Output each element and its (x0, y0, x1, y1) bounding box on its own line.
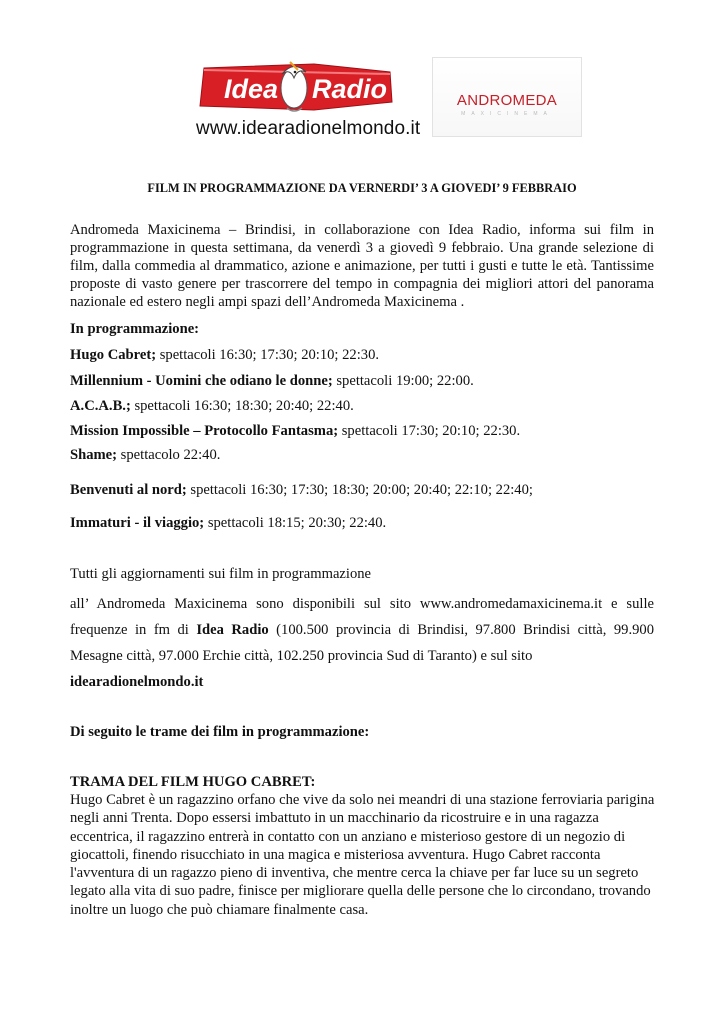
film-times: spettacoli 16:30; 18:30; 20:40; 22:40. (130, 398, 354, 414)
film-times: spettacoli 16:30; 17:30; 18:30; 20:00; 20:40; 22:10; 22:40; (186, 482, 533, 498)
site-link[interactable]: idearadionelmondo.it (70, 674, 204, 690)
trama-body (70, 791, 670, 919)
film-name: Immaturi - il viaggio; (70, 515, 205, 531)
updates-line: Tutti gli aggiornamenti sui film in programmazione (70, 566, 372, 582)
trama-line: negli anni Trenta. Dopo essersi imbattuto in un macchinario da ricostruire e in una ragazza (70, 810, 599, 827)
plots-intro: Di seguito le trame dei film in programmazione: (70, 724, 370, 740)
film-name: Shame; (70, 447, 118, 463)
programme-title: In programmazione: (70, 321, 200, 337)
film-row (70, 398, 670, 415)
trama-title: TRAMA DEL FILM HUGO CABRET: (70, 774, 316, 790)
film-name: A.C.A.B.; (70, 398, 131, 414)
film-times: spettacolo 22:40. (117, 447, 221, 463)
idea-radio-logo (194, 58, 398, 116)
andromeda-logo-subtext: MAXICINEMA (461, 111, 553, 117)
website-url: www.idearadionelmondo.it (196, 118, 421, 139)
film-row (70, 423, 670, 440)
film-times: spettacoli 18:15; 20:30; 22:40. (204, 515, 387, 531)
film-row (70, 482, 670, 499)
intro-paragraph: Andromeda Maxicinema – Brindisi, in collaborazione con Idea Radio, informa sui film in programmazione in questa settimana, da venerdì 3 a giovedì 9 febbraio. Una grande selezione di film, dalla commedia al drammatico, azione e animazione, per tutti i gusti e tutte le età. Tantissime proposte di vasto genere per trascorrere del tempo in compagnia dei migliori attori del panorama nazionale ed estero negli ampi spazi dell’Andromeda Maxicinema . (70, 222, 654, 310)
updates-paragraph (70, 591, 654, 695)
trama-line: eccentrica, il ragazzino entrerà in contatto con un anziano e misterioso gestore di un negozio di (70, 828, 626, 845)
film-times: spettacoli 17:30; 20:10; 22:30. (338, 423, 521, 439)
film-row (70, 515, 670, 532)
trama-line: giocattoli, finendo risucchiato in una magica e misteriosa avventura. Hugo Cabret racconta (70, 846, 601, 863)
trama-line: Hugo Cabret è un ragazzino orfano che vive da solo nei meandri di una stazione ferroviaria parigina (70, 792, 655, 808)
idea-radio-bold: Idea Radio (196, 622, 269, 638)
radio-text: Radio (312, 74, 388, 104)
film-name: Mission Impossible – Protocollo Fantasma; (70, 423, 339, 439)
page-heading: FILM IN PROGRAMMAZIONE DA VERNERDI’ 3 A GIOVEDI’ 9 FEBBRAIO (147, 181, 577, 195)
trama-line: l'avventura di un ragazzo pieno di inventiva, che mentre cerca la chiave per far luce su un segreto (70, 865, 639, 882)
trama-line: inoltre un luogo che può chiamare finalmente casa. (70, 901, 369, 918)
idea-text: Idea (224, 74, 279, 104)
updates-text-2: (100.500 provincia di Brindisi, 97.800 Brindisi città, 99.900 Mesagne città, 97.000 Erchie città, 102.250 provincia Sud di Taranto) e sul sito (70, 622, 655, 664)
film-name: Millennium - Uomini che odiano le donne; (70, 373, 333, 389)
film-row (70, 447, 670, 464)
trama-line: legato alla vita di suo padre, finisce per migliorare quella delle persone che lo circondano, trovando (70, 883, 651, 900)
film-row (70, 347, 670, 364)
andromeda-logo-text: ANDROMEDA (456, 92, 558, 109)
film-name: Benvenuti al nord; (70, 482, 187, 498)
film-times: spettacoli 16:30; 17:30; 20:10; 22:30. (156, 347, 380, 363)
updates-text: all’ Andromeda Maxicinema sono disponibili sul sito www.andromedamaxicinema.it e sulle frequenze in fm di (70, 596, 654, 638)
film-row (70, 373, 670, 390)
film-name: Hugo Cabret; (70, 347, 157, 363)
film-times: spettacoli 19:00; 22:00. (332, 373, 474, 389)
andromeda-logo (432, 57, 582, 137)
